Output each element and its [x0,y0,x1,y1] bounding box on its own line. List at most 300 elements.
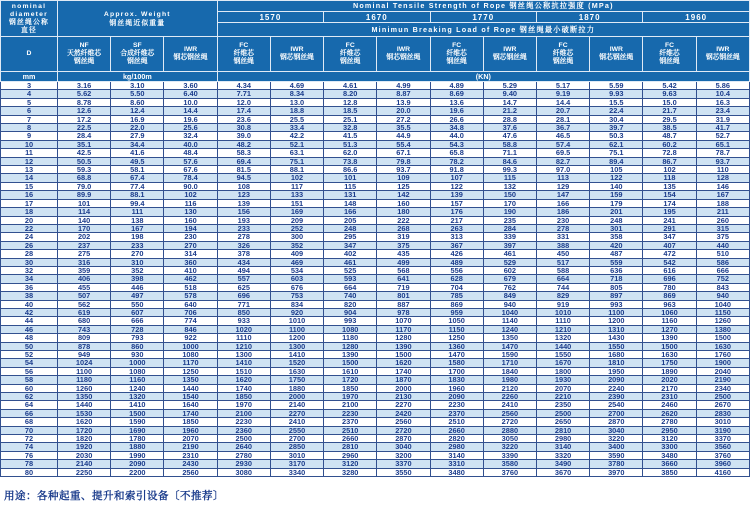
diameter-cell: 74 [1,443,58,451]
value-cell: 72.8 [643,149,696,157]
table-header [1,1,750,82]
value-cell: 241 [643,216,696,224]
table-row [1,266,750,274]
value-cell: 640 [164,300,217,308]
value-cell: 1050 [430,317,483,325]
value-cell: 1750 [643,359,696,367]
value-cell: 3850 [643,468,696,476]
value-cell: 205 [324,216,377,224]
value-cell: 1740 [377,367,430,375]
value-cell: 2090 [590,376,643,384]
breaking-col-fc-1670-line: FC [345,41,355,49]
value-cell: 22.5 [58,124,111,132]
breaking-col-fc-1870-line: FC [558,41,568,49]
value-cell: 347 [324,241,377,249]
value-cell: 2560 [377,418,430,426]
table-row [1,451,750,459]
value-cell: 314 [164,250,217,258]
value-cell: 140 [590,182,643,190]
diameter-cell: 64 [1,401,58,409]
value-cell: 125 [377,182,430,190]
value-cell: 2420 [377,409,430,417]
table-row [1,334,750,342]
diameter-cell: 36 [1,283,58,291]
value-cell: 150 [483,191,536,199]
value-cell: 41.6 [111,149,164,157]
value-cell: 1310 [590,325,643,333]
value-cell: 1140 [483,317,536,325]
value-cell: 2140 [270,401,323,409]
breaking-col-fc-1960-line: FC [664,41,675,49]
value-cell: 2230 [324,409,377,417]
value-cell: 1260 [58,384,111,392]
value-cell: 2670 [696,401,749,409]
value-cell: 33.4 [270,124,323,132]
value-cell: 963 [643,300,696,308]
table-row [1,166,750,174]
diameter-cell: 15 [1,182,58,190]
value-cell: 55.4 [377,140,430,148]
value-cell: 1240 [483,325,536,333]
value-cell: 3970 [590,468,643,476]
value-cell: 79.8 [377,157,430,165]
value-cell: 1950 [590,367,643,375]
diameter-cell: 60 [1,384,58,392]
value-cell: 904 [324,308,377,316]
value-cell: 2660 [430,426,483,434]
breaking-col-fc-1570-line: 纤维芯 [233,49,254,57]
value-cell: 602 [483,266,536,274]
value-cell: 1060 [643,308,696,316]
value-cell: 1170 [164,359,217,367]
value-cell: 2200 [111,468,164,476]
breaking-col-fc-1960-line: 纤维芯 [659,49,680,57]
value-cell: 1350 [483,334,536,342]
value-cell: 3960 [696,460,749,468]
table-row [1,325,750,333]
value-cell: 1850 [324,384,377,392]
value-cell: 12.8 [324,98,377,106]
breaking-load-header: Minimun Breaking Load of Rope 钢丝绳最小破断拉力 [217,23,749,37]
value-cell: 18.8 [270,107,323,115]
diameter-cell: 34 [1,275,58,283]
value-cell: 1100 [590,308,643,316]
value-cell: 169 [270,208,323,216]
value-cell: 108 [217,182,270,190]
value-cell: 68.8 [58,174,111,182]
value-cell: 339 [483,233,536,241]
table-row [1,418,750,426]
value-cell: 77.4 [111,182,164,190]
weight-col-sf-line: 钢丝绳 [127,58,148,66]
value-cell: 1880 [111,443,164,451]
value-cell: 28.8 [483,115,536,123]
value-cell: 1070 [377,317,430,325]
table-row [1,393,750,401]
diameter-cell: 24 [1,233,58,241]
value-cell: 58.1 [111,166,164,174]
diameter-cell: 50 [1,342,58,350]
breaking-col-fc-1670-line: 纤维芯 [340,49,361,57]
value-cell: 1170 [377,325,430,333]
value-cell: 65.8 [430,149,483,157]
value-cell: 41.5 [324,132,377,140]
value-cell: 3280 [324,468,377,476]
value-cell: 13.9 [377,98,430,106]
table-row [1,250,750,258]
value-cell: 201 [590,208,643,216]
value-cell: 410 [164,266,217,274]
value-cell: 2040 [696,367,749,375]
value-cell: 1500 [111,409,164,417]
d-symbol-header: D [1,37,58,72]
table-row [1,107,750,115]
value-cell: 3200 [377,451,430,459]
value-cell: 75.1 [270,157,323,165]
value-cell: 14.4 [164,107,217,115]
value-cell: 352 [270,241,323,249]
value-cell: 1020 [217,325,270,333]
diameter-cell: 56 [1,367,58,375]
value-cell: 59.3 [58,166,111,174]
weight-title-en: Approx. Weight [103,10,171,18]
value-cell: 3.10 [111,82,164,90]
value-cell: 706 [164,308,217,316]
value-cell: 278 [217,233,270,241]
value-cell: 719 [377,283,430,291]
value-cell: 487 [590,250,643,258]
value-cell: 114 [58,208,111,216]
value-cell: 978 [377,308,430,316]
value-cell: 993 [324,317,377,325]
diameter-cell: 52 [1,351,58,359]
value-cell: 14.7 [483,98,536,106]
value-cell: 179 [590,199,643,207]
value-cell: 406 [58,275,111,283]
value-cell: 190 [483,208,536,216]
diameter-cell: 16 [1,191,58,199]
value-cell: 51.3 [324,140,377,148]
value-cell: 2620 [643,409,696,417]
value-cell: 860 [111,342,164,350]
value-cell: 4.69 [270,82,323,90]
value-cell: 3140 [430,451,483,459]
diameter-cell: 48 [1,334,58,342]
value-cell: 88.1 [111,191,164,199]
value-cell: 2130 [377,393,430,401]
value-cell: 2720 [377,426,430,434]
diameter-cell: 28 [1,250,58,258]
table-row [1,174,750,182]
value-cell: 131 [324,191,377,199]
value-cell: 1210 [217,342,270,350]
value-cell: 110 [696,166,749,174]
value-cell: 378 [217,250,270,258]
value-cell: 93.7 [696,157,749,165]
breaking-col-fc-1870-line: 纤维芯 [552,49,574,57]
value-cell: 35.1 [58,140,111,148]
value-cell: 2960 [324,451,377,459]
value-cell: 1500 [377,351,430,359]
value-cell: 39.0 [217,132,270,140]
value-cell: 2270 [377,401,430,409]
value-cell: 88.1 [270,166,323,174]
value-cell: 139 [217,199,270,207]
value-cell: 358 [590,233,643,241]
unit-kn: (KN) [217,72,749,82]
value-cell: 202 [58,233,111,241]
breaking-col-iwr-1570 [270,37,323,72]
value-cell: 167 [111,224,164,232]
value-cell: 48.4 [164,149,217,157]
value-cell: 801 [377,292,430,300]
value-cell: 3760 [483,468,536,476]
value-cell: 887 [377,300,430,308]
value-cell: 101 [58,199,111,207]
value-cell: 27.2 [377,115,430,123]
value-cell: 4.34 [217,82,270,90]
value-cell: 593 [324,275,377,283]
value-cell: 12.6 [58,107,111,115]
value-cell: 2870 [590,418,643,426]
value-cell: 94.5 [217,174,270,182]
value-cell: 20.7 [536,107,589,115]
value-cell: 1440 [164,384,217,392]
value-cell: 450 [536,250,589,258]
table-row [1,149,750,157]
value-cell: 497 [111,292,164,300]
value-cell: 1550 [536,351,589,359]
value-cell: 930 [111,351,164,359]
value-cell: 4.89 [430,82,483,90]
diameter-cell: 32 [1,266,58,274]
value-cell: 603 [270,275,323,283]
value-cell: 499 [377,258,430,266]
value-cell: 1180 [58,376,111,384]
value-cell: 8.60 [111,98,164,106]
value-cell: 1680 [590,351,643,359]
value-cell: 89.9 [58,191,111,199]
value-cell: 1080 [111,367,164,375]
value-cell: 1810 [590,359,643,367]
value-cell: 54.3 [430,140,483,148]
value-cell: 17.2 [58,115,111,123]
breaking-col-fc-1570-line: 钢丝绳 [233,58,254,66]
value-cell: 578 [164,292,217,300]
value-cell: 49.5 [111,157,164,165]
value-cell: 25.5 [270,115,323,123]
value-cell: 809 [58,334,111,342]
value-cell: 696 [643,275,696,283]
value-cell: 291 [643,224,696,232]
table-row [1,409,750,417]
value-cell: 1080 [324,325,377,333]
value-cell: 529 [483,258,536,266]
diameter-cell: 66 [1,409,58,417]
value-cell: 3220 [483,443,536,451]
value-cell: 102 [270,174,323,182]
value-cell: 850 [217,308,270,316]
value-cell: 128 [696,174,749,182]
value-cell: 1920 [58,443,111,451]
table-row [1,308,750,316]
value-cell: 1300 [217,351,270,359]
value-cell: 1670 [536,359,589,367]
value-cell: 58.3 [217,149,270,157]
units-row [1,72,750,82]
value-cell: 23.6 [217,115,270,123]
value-cell: 557 [217,275,270,283]
value-cell: 2360 [217,426,270,434]
diameter-cell: 72 [1,435,58,443]
value-cell: 2410 [270,418,323,426]
value-cell: 1110 [536,317,589,325]
value-cell: 1410 [270,351,323,359]
table-row [1,157,750,165]
usage-note: 用途：各种起重、提升和索引设备〔不推荐〕 [4,490,224,503]
diameter-cell: 70 [1,426,58,434]
value-cell: 102 [643,166,696,174]
value-cell: 1350 [164,376,217,384]
value-cell: 397 [483,241,536,249]
value-cell: 375 [377,241,430,249]
unit-kg-100m: kg/100m [58,72,218,82]
value-cell: 3080 [217,468,270,476]
table-row [1,199,750,207]
value-cell: 90.0 [164,182,217,190]
value-cell: 1280 [377,334,430,342]
value-cell: 57.6 [164,157,217,165]
value-cell: 8.20 [324,90,377,98]
value-cell: 762 [483,283,536,291]
value-cell: 752 [696,275,749,283]
value-cell: 1100 [58,367,111,375]
value-cell: 122 [590,174,643,182]
value-cell: 25.1 [324,115,377,123]
value-cell: 313 [430,233,483,241]
value-cell: 3490 [536,460,589,468]
breaking-col-iwr-1770-line: 钢芯钢丝绳 [492,54,527,61]
value-cell: 3010 [696,418,749,426]
value-cell: 248 [590,216,643,224]
value-cell: 878 [58,342,111,350]
value-cell: 542 [643,258,696,266]
value-cell: 1550 [590,342,643,350]
value-cell: 1960 [164,426,217,434]
value-cell: 1930 [536,376,589,384]
value-cell: 1510 [217,367,270,375]
value-cell: 167 [696,191,749,199]
value-cell: 1100 [270,325,323,333]
breaking-col-iwr-1670 [377,37,430,72]
value-cell: 1390 [377,342,430,350]
table-row [1,435,750,443]
value-cell: 426 [430,250,483,258]
value-cell: 60.2 [643,140,696,148]
value-cell: 3590 [590,451,643,459]
value-cell: 367 [430,241,483,249]
value-cell: 949 [58,351,111,359]
diameter-label-en1: nominal [11,2,47,10]
value-cell: 462 [164,275,217,283]
value-cell: 50.5 [58,157,111,165]
value-cell: 920 [270,308,323,316]
value-cell: 38.5 [643,124,696,132]
value-cell: 46.5 [536,132,589,140]
breaking-col-iwr-1870-line: IWR [609,45,623,53]
value-cell: 315 [696,224,749,232]
value-cell: 139 [430,191,483,199]
weight-col-sf [111,37,164,72]
value-cell: 2230 [217,418,270,426]
breaking-col-fc-1870 [536,37,589,72]
value-cell: 616 [643,266,696,274]
value-cell: 3140 [536,443,589,451]
value-cell: 2340 [696,384,749,392]
value-cell: 79.0 [58,182,111,190]
value-cell: 2410 [483,401,536,409]
value-cell: 44.0 [430,132,483,140]
value-cell: 3480 [430,468,483,476]
strength-value-1960: 1960 [643,12,750,23]
value-cell: 40.0 [164,140,217,148]
table-row [1,90,750,98]
value-cell: 2000 [270,393,323,401]
value-cell: 2810 [324,443,377,451]
value-cell: 174 [643,199,696,207]
value-cell: 2650 [536,418,589,426]
value-cell: 9.93 [590,90,643,98]
breaking-col-iwr-1870 [590,37,643,72]
value-cell: 268 [377,224,430,232]
value-cell: 785 [430,292,483,300]
value-cell: 2700 [270,435,323,443]
value-cell: 48.2 [217,140,270,148]
breaking-col-fc-1670 [324,37,377,72]
value-cell: 154 [643,191,696,199]
value-cell: 494 [217,266,270,274]
value-cell: 586 [696,258,749,266]
value-cell: 34.4 [111,140,164,148]
value-cell: 156 [217,208,270,216]
value-cell: 252 [270,224,323,232]
value-cell: 1410 [111,401,164,409]
value-cell: 1590 [111,418,164,426]
breaking-col-fc-1670-line: 钢丝绳 [340,58,361,66]
value-cell: 1440 [536,342,589,350]
value-cell: 2170 [643,384,696,392]
value-cell: 1440 [58,401,111,409]
value-cell: 1870 [377,376,430,384]
value-cell: 1110 [217,334,270,342]
value-cell: 69.5 [536,149,589,157]
value-cell: 1720 [324,376,377,384]
value-cell: 793 [111,334,164,342]
value-cell: 6.40 [164,90,217,98]
value-cell: 820 [324,300,377,308]
value-cell: 1300 [270,342,323,350]
breaking-col-fc-1870-line: 钢丝绳 [552,58,574,66]
table-row [1,367,750,375]
value-cell: 869 [430,300,483,308]
value-cell: 1280 [324,342,377,350]
value-cell: 2560 [164,468,217,476]
value-cell: 1160 [111,376,164,384]
value-cell: 73.8 [324,157,377,165]
value-cell: 625 [217,283,270,291]
value-cell: 2550 [270,426,323,434]
value-cell: 2500 [696,393,749,401]
